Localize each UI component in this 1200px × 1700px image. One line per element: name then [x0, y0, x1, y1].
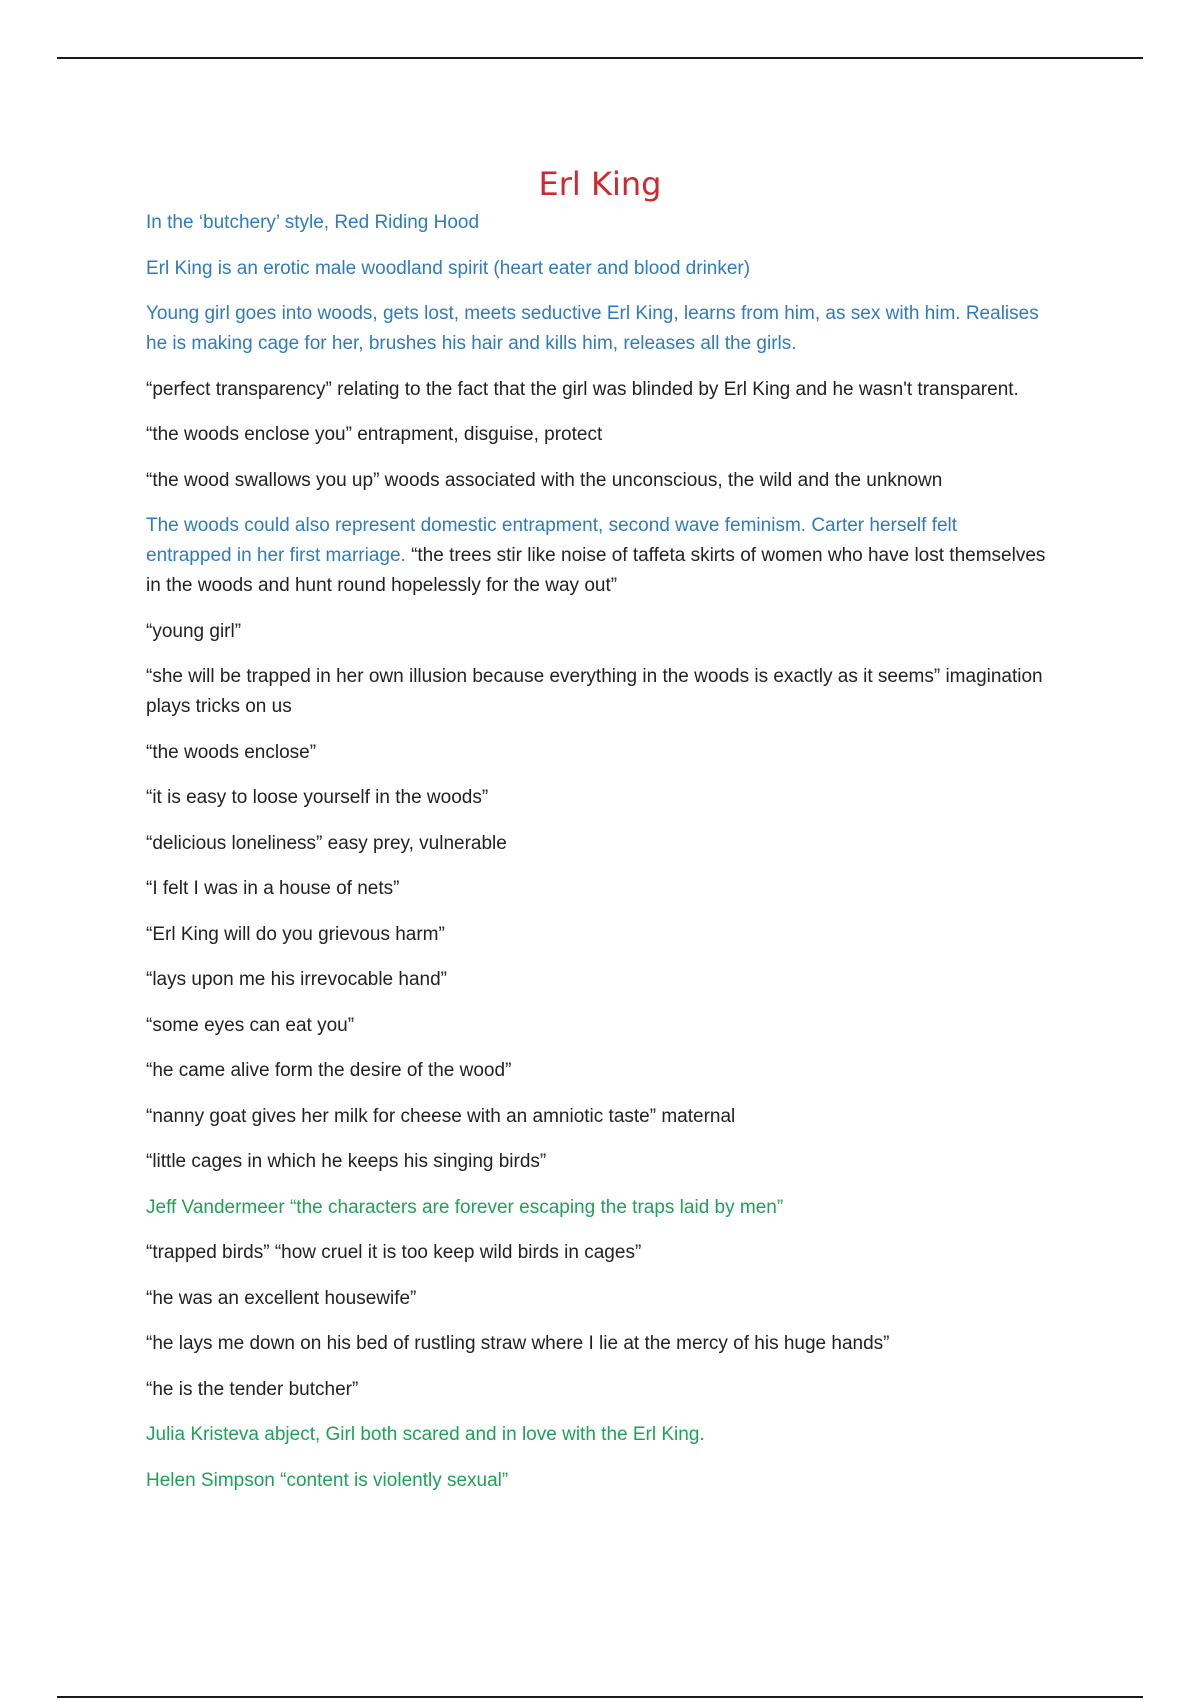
paragraph-bed-of-straw: “he lays me down on his bed of rustling straw where I lie at the mercy of his huge hands” — [146, 1333, 890, 1354]
paragraph-woods-enclose: “the woods enclose” — [146, 741, 317, 763]
paragraph-nanny-goat: “nanny goat gives her milk for cheese with an amniotic taste” maternal — [146, 1105, 736, 1127]
paragraph-domestic-entrapment — [146, 511, 1046, 601]
paragraph-plot-summary: Young girl goes into woods, gets lost, meets seductive Erl King, learns from him, as sex with him. Realises he is making cage for her, brushes his hair and kills him, releases all the girls. — [146, 303, 1039, 354]
paragraph-trapped-illusion: “she will be trapped in her own illusion because everything in the woods is exactly as it seems” imagination plays tricks on us — [146, 666, 1043, 717]
paragraph-wood-swallows-you: “the wood swallows you up” woods associated with the unconscious, the wild and the unknown — [146, 469, 943, 491]
paragraph-tender-butcher: “he is the tender butcher” — [146, 1378, 359, 1400]
paragraph-trapped-birds: “trapped birds” “how cruel it is too keep wild birds in cages” — [146, 1242, 642, 1263]
paragraph-domestic-entrapment-note: The woods could also represent domestic entrapment, second wave feminism. Carter herself felt entrapped in her first marriage. — [146, 515, 958, 566]
paragraph-loose-yourself: “it is easy to loose yourself in the woods” — [146, 787, 489, 808]
paragraph-butchery-style: In the ‘butchery’ style, Red Riding Hood — [146, 212, 480, 233]
paragraph-delicious-loneliness: “delicious loneliness” easy prey, vulnerable — [146, 832, 507, 854]
paragraph-woods-enclose-you: “the woods enclose you” entrapment, disguise, protect — [146, 424, 603, 445]
paragraph-excellent-housewife: “he was an excellent housewife” — [146, 1287, 417, 1309]
paragraph-grievous-harm: “Erl King will do you grievous harm” — [146, 923, 445, 945]
paragraph-critic-simpson: Helen Simpson “content is violently sexual” — [146, 1469, 509, 1491]
paragraph-young-girl: “young girl” — [146, 620, 242, 642]
paragraph-little-cages: “little cages in which he keeps his singing birds” — [146, 1151, 547, 1172]
paragraph-house-of-nets: “I felt I was in a house of nets” — [146, 878, 400, 899]
paragraph-desire-of-wood: “he came alive form the desire of the wood” — [146, 1060, 512, 1081]
page-title: Erl King — [538, 165, 662, 203]
paragraph-perfect-transparency: “perfect transparency” relating to the fact that the girl was blinded by Erl King and he wasn't transparent. — [146, 378, 1019, 400]
footer-rule — [57, 1696, 1143, 1698]
paragraph-eyes-eat-you: “some eyes can eat you” — [146, 1014, 355, 1036]
document-body — [146, 208, 1046, 1511]
header-rule — [57, 57, 1143, 59]
paragraph-critic-kristeva: Julia Kristeva abject, Girl both scared and in love with the Erl King. — [146, 1424, 705, 1445]
paragraph-erl-king-definition: Erl King is an erotic male woodland spirit (heart eater and blood drinker) — [146, 257, 751, 279]
paragraph-domestic-entrapment-quote: “the trees stir like noise of taffeta skirts of women who have lost themselves in the woods and hunt round hopelessly for the way out” — [146, 545, 1046, 596]
paragraph-critic-vandermeer: Jeff Vandermeer “the characters are forever escaping the traps laid by men” — [146, 1196, 784, 1218]
paragraph-irrevocable-hand: “lays upon me his irrevocable hand” — [146, 969, 447, 990]
